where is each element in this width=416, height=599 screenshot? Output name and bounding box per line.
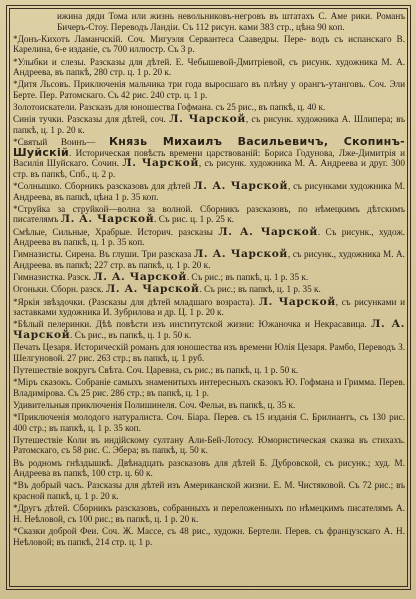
entry-text: Въ родномъ гнѣздышкѣ. Двѣнадцать разсказовъ для дѣтей Б. Дубровской, съ рисунк.; худ. М. Андреева въ папкѣ, 100 стр. ц. 60 к. bbox=[13, 457, 405, 479]
catalog-entry bbox=[13, 102, 405, 113]
entry-text: , съ рисунк. художника А. Шлипера; въ папкѣ, ц. 1 р. 20 к. bbox=[13, 114, 405, 135]
catalog-entry bbox=[13, 342, 405, 363]
catalog-entry bbox=[13, 79, 405, 100]
catalog-entry bbox=[13, 480, 405, 501]
entry-text: *Солнышко. Сборникъ разсказовъ для дѣтей bbox=[13, 181, 194, 192]
entry-text: , съ рисунками и заставками художника И. Зубрилова и др. Ц. 1 р. 20 к. bbox=[13, 296, 405, 318]
entry-author: Л. А. Чарской bbox=[60, 213, 155, 226]
catalog-entry bbox=[13, 181, 405, 202]
catalog-entry bbox=[13, 204, 405, 225]
entry-author: Л. Чарской bbox=[169, 113, 246, 126]
entry-title: Князь Михаилъ Васильевичъ, Скопинъ-Шуйскій bbox=[13, 135, 405, 159]
entry-text: Огоньки. Сборн. разск. bbox=[13, 284, 106, 295]
entry-text: *Міръ сказокъ. Собраніе самыхъ знаменитыхъ интересныхъ сказокъ Ю. Гофмана и Гримма. Перев. Владимірова. Съ 25 рис. 286 стр.; въ папкѣ, ц. 1 р. bbox=[13, 377, 405, 398]
catalog-entry bbox=[13, 526, 405, 547]
entry-text: Синія тучки. Разсказы для дѣтей, соч. bbox=[13, 114, 170, 125]
entry-text: . Съ рис. ц. 1 р. 25 к. bbox=[154, 214, 234, 225]
entry-text: , съ рисунк., художника М. А. Андреева. въ папкѣ; 227 стр. въ папкѣ, ц. 1 р. 20 к. bbox=[13, 249, 405, 270]
entry-text: *Сказки доброй Феи. Соч. Ж. Массе, съ 48 рис., художн. Бертели. Перев. съ французскаго А. Н. Неѣловой; въ папкѣ, 214 стр. ц. 1 р. bbox=[13, 525, 405, 547]
entry-text: *Яркія звѣздочки. (Разсказы для дѣтей младшаго возраста). bbox=[13, 296, 259, 307]
entry-text: Путешествіе вокругъ Свѣта. Соч. Царевна, съ рис.; въ папкѣ, ц. 1 р. 50 к. bbox=[13, 364, 299, 375]
catalog-entry bbox=[13, 365, 405, 376]
catalog-entry bbox=[13, 435, 405, 456]
entry-author: Л. Чарской bbox=[258, 295, 336, 308]
entry-text: *Приключенія молодого натуралиста. Соч. Біара. Перев. съ 15 изданія С. Брилиантъ, съ 130 рис. 400 стр.; въ папкѣ, ц. 1 р. 35 коп. bbox=[13, 412, 405, 433]
entry-text: . Историческая повѣсть времени царствованій: Бориса Годунова, Лже-Димитрія и Василія Шуйскаго. Сочин. bbox=[13, 147, 405, 169]
entry-text: водъ съ испанскаго В. Карелина, 6-е изданіе, съ 700 иллюстр. Съ 3 р. bbox=[13, 33, 405, 55]
entry-text: *Другъ дѣтей. Сборникъ разсказовъ, собранныхъ и переложенныхъ по нѣмецкимъ писателямъ А. Н. Неѣловой, съ 100 рис.; въ папкѣ, ц. 1 р. 20 к. bbox=[13, 503, 405, 524]
catalog-entry bbox=[13, 34, 405, 55]
catalog-entry bbox=[13, 503, 405, 524]
entry-author: Л. А. Чарской bbox=[193, 248, 288, 261]
entry-text: . Съ рис.; въ папкѣ, ц. 1 р. 35 к. bbox=[199, 284, 321, 295]
entry-text: *Святый Воинъ— bbox=[13, 137, 109, 148]
catalog-entry bbox=[13, 400, 405, 411]
entry-text: Гимназистка. Разск. bbox=[13, 272, 94, 283]
catalog-entry bbox=[13, 272, 405, 283]
entry-author: Л. А. Чарской bbox=[93, 271, 187, 284]
entry-author: Л. А. Чарской bbox=[193, 180, 288, 193]
entry-text: Путешествіе Коли въ индійскому султану Али-Бей-Лотосу. Юмористическая сказка въ стихахъ. Ратомскаго, съ 58 рис. С. Эбера; въ папкѣ, ц. 50 к. bbox=[13, 434, 405, 456]
catalog-entry bbox=[13, 284, 405, 295]
catalog-entry bbox=[13, 249, 405, 270]
entry-text: *Донъ-Кихотъ Ламанчскій. Соч. Мигуэля Сервантеса Сааведры. Пере- bbox=[13, 33, 312, 44]
entry-text: *Дитя Льсовъ. Приключенія мальчика три года выросшаго въ плѣну у орангъ-утанговъ. Соч. Эли Берте. Пер. Ратомскаго. Съ 42 рис. 240 стр. ц. 1 р. bbox=[13, 79, 405, 100]
catalog-list bbox=[13, 11, 405, 584]
entry-author: Л. А. Чарской bbox=[105, 283, 200, 296]
entry-text: Смѣлые, Сильные, Храбрые. Историч. разсказы bbox=[13, 226, 219, 237]
entry-text: *Въ добрый часъ. Разсказы для дѣтей изъ Американской жизни. Е. М. Чистяковой. Съ 72 рис.; въ красной папкѣ, ц. 1 р. 20 к. bbox=[13, 480, 405, 501]
entry-text: , съ рисунками художника М. Андреева, въ папкѣ, цѣна 1 р. 35 коп. bbox=[13, 181, 405, 202]
entry-text: Гимназисты. Сирена. Въ глуши. Три разсказа bbox=[13, 249, 194, 260]
catalog-entry bbox=[13, 57, 405, 78]
catalog-entry bbox=[13, 227, 405, 248]
entry-text: Удивительныя приключенія Полишинеля. Соч. Фельи, въ папкѣ, ц. 35 к. bbox=[13, 399, 296, 410]
catalog-entry bbox=[13, 319, 405, 340]
entry-text: . Съ рис.; въ папкѣ, ц. 1 р. 35 к. bbox=[186, 272, 309, 283]
catalog-entry bbox=[13, 297, 405, 318]
entry-text: *Улыбки и слезы. Разсказы для дѣтей. Е. Чебышевой-Дмитріевой, съ рисунк. художника М. А. Андреева, въ папкѣ, 280 стр. ц. 1 р. 20 к. bbox=[13, 56, 405, 78]
entry-text: . Съ рис., въ папкѣ, ц. 1 р. 50 к. bbox=[70, 329, 192, 340]
entry-text: *Струйка за струйкой—волна за волной. Сборникъ разсказовъ, по нѣмецкимъ дѣтскимъ писателямъ bbox=[13, 203, 405, 225]
entry-text: Печать Цезаря. Историческій романъ для юношества изъ времени Юлія Цезаря. Рамбо, Переводъ З. Шелгуновой. 27 рис. 263 стр.; въ папкѣ, ц. 1 руб. bbox=[13, 342, 405, 363]
catalog-entry bbox=[13, 114, 405, 135]
catalog-entry bbox=[13, 377, 405, 398]
entry-text: *Бѣлый пелеринки. Дѣѣ повѣсти изъ институтской жизни: Южаночка и Некрасавица. bbox=[13, 319, 372, 330]
entry-text: , съ рисунк. художника М. А. Андреева и друг. 300 стр. въ папкѣ, Спб., ц. 2 р. bbox=[13, 158, 405, 179]
entry-author: Л. А. Чарской bbox=[13, 318, 405, 341]
entry-text: Золотоискатели. Разсказъ для юношества Гофмана. съ 25 рис., въ папкѣ, ц. 40 к. bbox=[13, 102, 326, 113]
catalog-entry bbox=[13, 137, 405, 179]
entry-text: . Съ рисунк., худож. Андреева въ папкѣ, ц. 1 р. 35 коп. bbox=[13, 226, 405, 248]
entry-text: ижина дяди Тома или жизнь невольниковъ-негровъ въ штатахъ С. Аме рики. Романъ Бичеръ-Стоу. Переводъ Ландіи. Съ 112 рисун. ками 383 стр., цѣна 90 коп. bbox=[57, 11, 405, 32]
catalog-entry bbox=[13, 412, 405, 433]
catalog-entry bbox=[13, 11, 405, 32]
entry-author: Л. Чарской bbox=[122, 157, 199, 170]
catalog-entry bbox=[13, 458, 405, 479]
entry-author: Л. А. Чарской bbox=[218, 225, 318, 238]
